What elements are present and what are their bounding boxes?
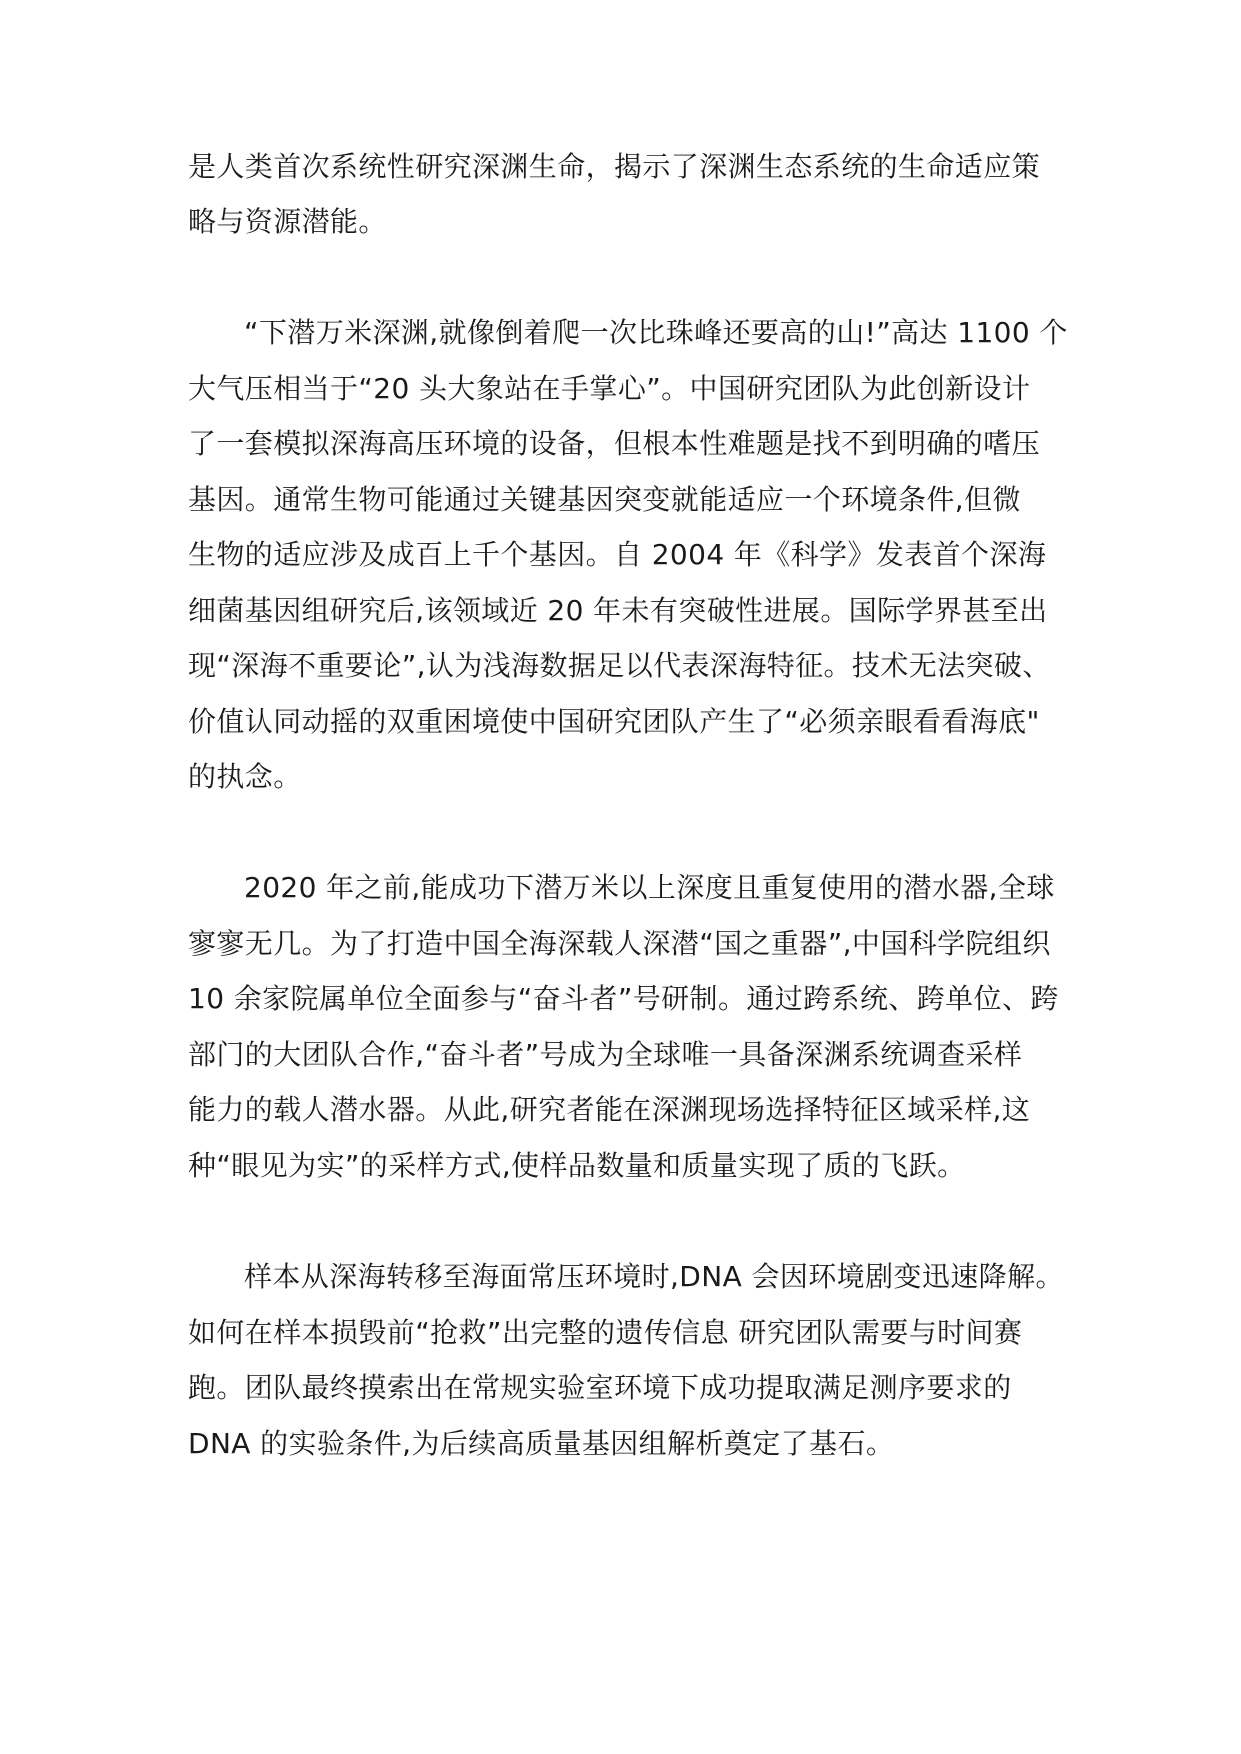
text-line: 能力的载人潜水器。从此,研究者能在深渊现场选择特征区域采样,这 <box>188 1093 1031 1126</box>
text-line: 部门的大团队合作,“奋斗者”号成为全球唯一具备深渊系统调查采样 <box>188 1038 1023 1071</box>
text-line: 细菌基因组研究后,该领域近 20 年未有突破性进展。国际学界甚至出 <box>188 594 1048 627</box>
text-line: 跑。团队最终摸索出在常规实验室环境下成功提取满足测序要求的 <box>188 1371 1012 1404</box>
text-line: 样本从深海转移至海面常压环境时,DNA 会因环境剧变迅速降解。 <box>244 1260 1064 1293</box>
text-line: 价值认同动摇的双重困境使中国研究团队产生了“必须亲眼看看海底" <box>188 705 1040 738</box>
text-line: 的执念。 <box>188 760 302 793</box>
text-line: 大气压相当于“20 头大象站在手掌心”。中国研究团队为此创新设计 <box>188 372 1031 405</box>
text-line: 生物的适应涉及成百上千个基因。自 2004 年《科学》发表首个深海 <box>188 538 1047 571</box>
text-line: DNA 的实验条件,为后续高质量基因组解析奠定了基石。 <box>188 1427 895 1460</box>
text-line: 如何在样本损毁前“抢救”出完整的遗传信息 研究团队需要与时间赛 <box>188 1316 1023 1349</box>
text-line: 是人类首次系统性研究深渊生命，揭示了深渊生态系统的生命适应策 <box>188 150 1041 183</box>
text-line: 略与资源潜能。 <box>188 205 387 238</box>
text-line: 了一套模拟深海高压环境的设备，但根本性难题是找不到明确的嗜压 <box>188 427 1041 460</box>
text-line: 寥寥无几。为了打造中国全海深载人深潜“国之重器”,中国科学院组织 <box>188 927 1051 960</box>
text-line: “下潜万米深渊,就像倒着爬一次比珠峰还要高的山!”高达 1100 个 <box>244 316 1068 349</box>
text-line: 种“眼见为实”的采样方式,使样品数量和质量实现了质的飞跃。 <box>188 1149 966 1182</box>
text-line: 现“深海不重要论”,认为浅海数据足以代表深海特征。技术无法突破、 <box>188 649 1051 682</box>
text-line: 10 余家院属单位全面参与“奋斗者”号研制。通过跨系统、跨单位、跨 <box>188 982 1059 1015</box>
text-line: 基因。通常生物可能通过关键基因突变就能适应一个环境条件,但微 <box>188 483 1021 516</box>
text-line: 2020 年之前,能成功下潜万米以上深度且重复使用的潜水器,全球 <box>244 871 1055 904</box>
